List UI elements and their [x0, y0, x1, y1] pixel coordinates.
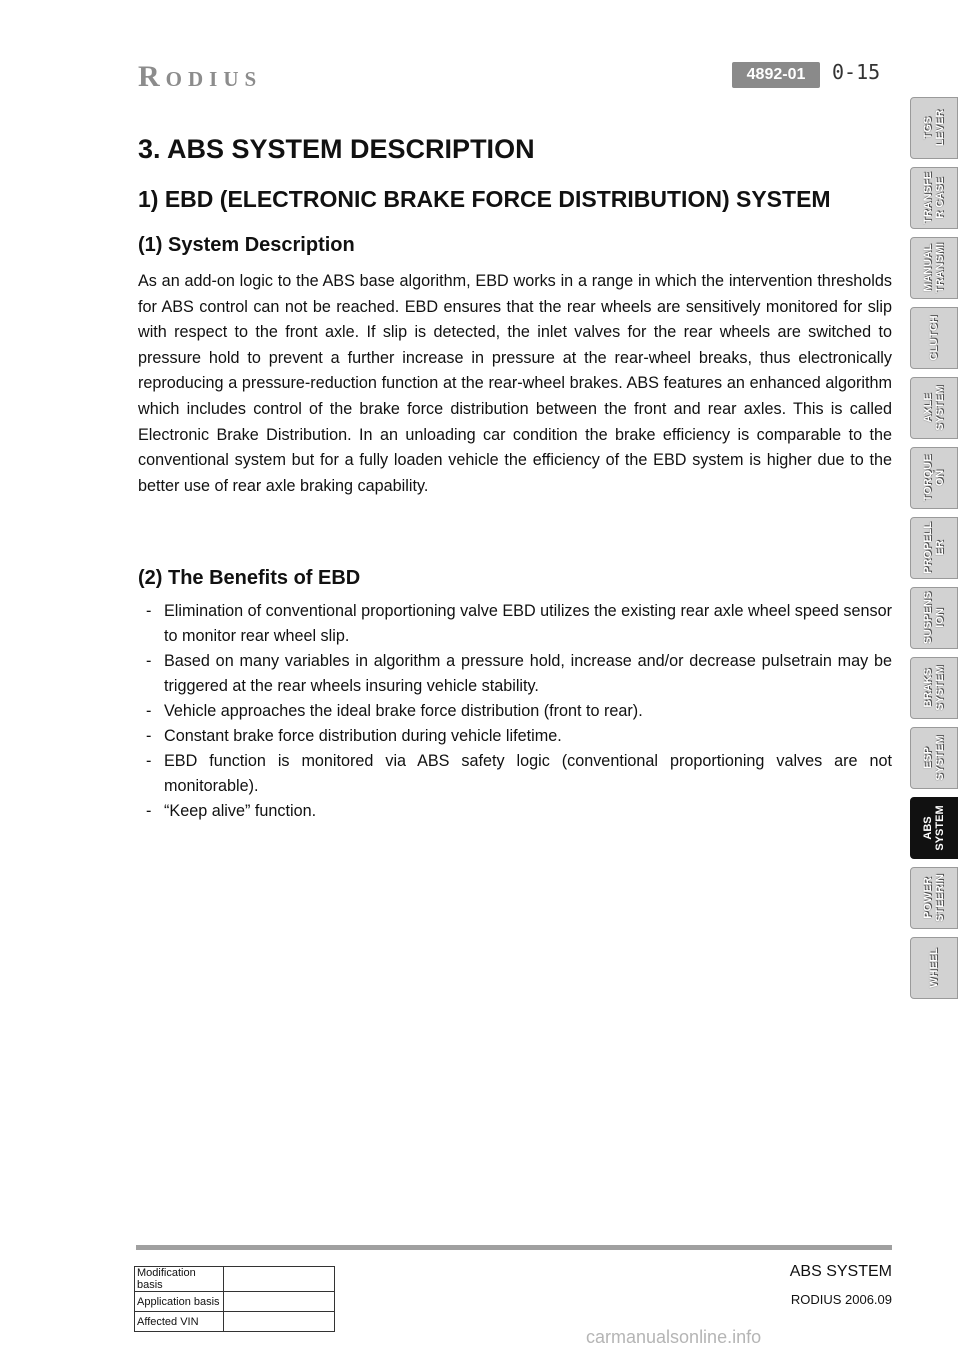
tab-propeller[interactable]: PROPELL ER: [910, 517, 958, 579]
tab-esp-system[interactable]: ESP SYSTEM: [910, 727, 958, 789]
footer-edition: RODIUS 2006.09: [790, 1292, 892, 1307]
modification-table: [134, 1266, 335, 1332]
subsection-title-benefits: (2) The Benefits of EBD: [138, 567, 361, 589]
chapter-tabs: [910, 97, 958, 1007]
tab-tgs-lever[interactable]: TGS LEVER: [910, 97, 958, 159]
section-code-badge: 4892-01: [732, 62, 820, 88]
footer-divider: [136, 1245, 892, 1250]
list-item: - Based on many variables in algorithm a pressure hold, increase and/or decrease pulsetrain may be triggered at the rear wheels insuring vehicle stability.: [146, 649, 892, 699]
bullet-dash: -: [146, 802, 152, 820]
bullet-dash: -: [146, 652, 152, 670]
page-number: 0-15: [832, 60, 881, 84]
tab-power-steering[interactable]: POWER STEERIN: [910, 867, 958, 929]
description-paragraph: As an add-on logic to the ABS base algorithm, EBD works in a range in which the intervention thresholds for ABS control can not be reached. EBD ensures that the rear wheels are sensitively monitored for slip with respect to the front axle. If slip is detected, the inlet valves for the rear wheels are switched to pressure hold to prevent a further increase in pressure at the rear-wheel breaks, thus electronically reproducing a pressure-reduction function at the rear-wheel brakes. ABS features an enhanced algorithm which includes control of the brake force distribution between the front and rear axles. This is called Electronic Brake Distribution. In an unloading car condition the brake efficiency is comparable to the conventional system but for a fully loaden vehicle the efficiency of the EBD system is higher due to the better use of rear axle braking capability.: [138, 272, 892, 495]
tab-braks-system[interactable]: BRAKS SYSTEM: [910, 657, 958, 719]
bullet-dash: -: [146, 602, 152, 620]
tab-abs-system[interactable]: ABS SYSTEM: [910, 797, 958, 859]
tab-suspension[interactable]: SUSPENS ION: [910, 587, 958, 649]
section-title: 1) EBD (ELECTRONIC BRAKE FORCE DISTRIBUTION) SYSTEM: [138, 186, 831, 212]
tab-axle-system[interactable]: AXLE SYSTEM: [910, 377, 958, 439]
list-item: - “Keep alive” function.: [146, 799, 892, 824]
list-item: - EBD function is monitored via ABS safety logic (conventional proportioning valves are not monitorable).: [146, 749, 892, 799]
list-item: - Constant brake force distribution during vehicle lifetime.: [146, 724, 892, 749]
table-row: Application basis: [135, 1292, 335, 1312]
page-title: 3. ABS SYSTEM DESCRIPTION: [138, 134, 535, 164]
footer-section-name: ABS SYSTEM: [789, 1263, 892, 1280]
watermark: carmanualsonline.info: [586, 1327, 762, 1347]
list-item: - Vehicle approaches the ideal brake force distribution (front to rear).: [146, 699, 892, 724]
bullet-dash: -: [146, 752, 152, 770]
tab-torque-on[interactable]: TORQUE ON: [910, 447, 958, 509]
subsection-title-description: (1) System Description: [138, 234, 355, 256]
list-item: - Elimination of conventional proportioning valve EBD utilizes the existing rear axle wheel speed sensor to monitor rear wheel slip.: [146, 599, 892, 649]
tab-clutch[interactable]: CLUTCH: [910, 307, 958, 369]
brand-logo: Rodius: [138, 60, 263, 93]
table-row: Modification basis: [135, 1267, 335, 1292]
tab-manual-transmission[interactable]: MANUAL TRANSMI: [910, 237, 958, 299]
table-row: Affected VIN: [135, 1312, 335, 1332]
bullet-dash: -: [146, 727, 152, 745]
bullet-dash: -: [146, 702, 152, 720]
tab-transfer-case[interactable]: TRANSFE R CASE: [910, 167, 958, 229]
benefits-list: [146, 599, 892, 824]
tab-wheel[interactable]: WHEEL: [910, 937, 958, 999]
